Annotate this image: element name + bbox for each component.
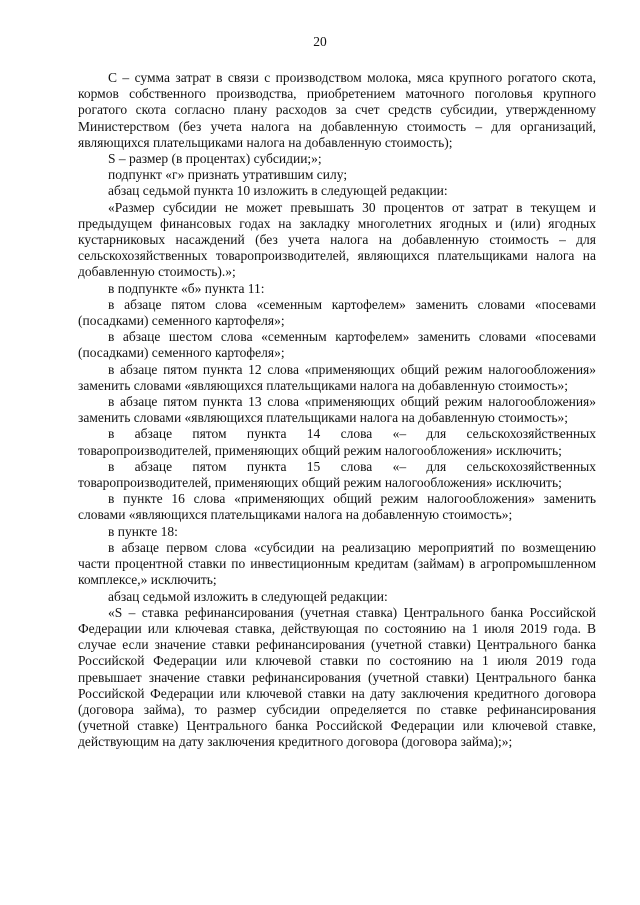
paragraph: в абзаце шестом слова «семенным картофелем» заменить словами «посевами (посадками) семенного картофеля»; <box>78 329 596 361</box>
paragraph: S – размер (в процентах) субсидии;»; <box>108 151 322 167</box>
document-body <box>78 70 596 751</box>
paragraph: в пункте 16 слова «применяющих общий режим налогообложения» заменить словами «являющихся плательщиками налога на добавленную стоимость»; <box>78 491 596 523</box>
paragraph: «S – ставка рефинансирования (учетная ставка) Центрального банка Российской Федерации или ключевая ставка, действующая по состоянию на 1 июля 2019 года. В случае если значение ставки рефинансирования (учетной ставки) Центрального банка Российской Федерации или ключевой ставки по состоянию на 1 июля 2019 года превышает значение ставки рефинансирования (учетной ставки) Центрального банка Российской Федерации или ключевой ставки на дату заключения кредитного договора (договора займа), то размер субсидии определяется по ставке рефинансирования (учетной ставке) Центрального банка Российской Федерации или ключевой ставке, действующим на дату заключения кредитного договора (договора займа);»; <box>78 604 596 750</box>
paragraph: в абзаце пятом слова «семенным картофелем» заменить словами «посевами (посадками) семенного картофеля»; <box>78 296 596 329</box>
paragraph: в абзаце пятом пункта 14 слова «– для сельскохозяйственных товаропроизводителей, применяющих общий режим налогообложения» исключить; <box>78 426 596 458</box>
paragraph: «Размер субсидии не может превышать 30 процентов от затрат в текущем и предыдущем финансовых годах на закладку многолетних ягодных и (или) ягодных кустарниковых насаждений (без учета налога на добавленную стоимость – для сельскохозяйственных товаропроизводителей, являющихся плательщиками налога на добавленную стоимость).»; <box>78 199 596 280</box>
paragraph: абзац седьмой пункта 10 изложить в следующей редакции: <box>108 183 448 199</box>
paragraph: в пункте 18: <box>108 523 178 539</box>
paragraph: в абзаце пятом пункта 12 слова «применяющих общий режим налогообложения» заменить словами «являющихся плательщиками налога на добавленную стоимость»; <box>78 361 596 393</box>
paragraph: в абзаце пятом пункта 15 слова «– для сельскохозяйственных товаропроизводителей, применяющих общий режим налогообложения» исключить; <box>78 458 596 491</box>
paragraph: подпункт «г» признать утратившим силу; <box>108 167 348 183</box>
paragraph: абзац седьмой изложить в следующей редакции: <box>108 588 388 604</box>
paragraph: в абзаце пятом пункта 13 слова «применяющих общий режим налогообложения» заменить словами «являющихся плательщиками налога на добавленную стоимость»; <box>78 394 596 426</box>
paragraph: в абзаце первом слова «субсидии на реализацию мероприятий по возмещению части процентной ставки по инвестиционным кредитам (займам) в агропромышленном комплексе,» исключить; <box>78 539 596 588</box>
paragraph: С – сумма затрат в связи с производством молока, мяса крупного рогатого скота, кормов собственного производства, приобретением маточного поголовья крупного рогатого скота согласно плану расходов за счет средств субсидии, утвержденному Министерством (без учета налога на добавленную стоимость – для организаций, являющихся плательщиками налога на добавленную стоимость); <box>78 70 596 150</box>
paragraph: в подпункте «б» пункта 11: <box>108 280 265 296</box>
page-number: 20 <box>313 34 327 49</box>
